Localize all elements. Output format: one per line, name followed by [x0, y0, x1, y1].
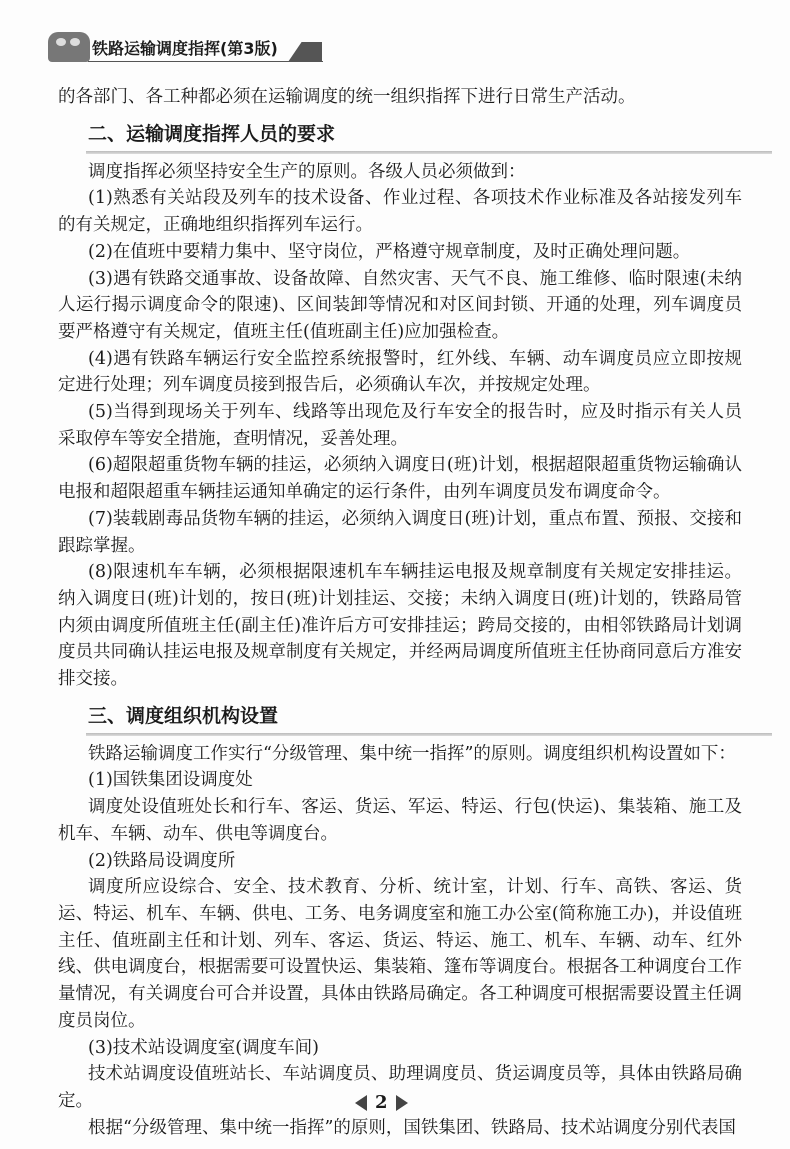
book-title: 铁路运输调度指挥(第3版)	[92, 39, 278, 58]
paragraph: (1)熟悉有关站段及列车的技术设备、作业过程、各项技术作业标准及各站接发列车的有关规定，正确地组织指挥列车运行。	[58, 188, 742, 236]
paragraph: (3)遇有铁路交通事故、设备故障、自然灾害、天气不良、施工维修、临时限速(未纳人运行揭示调度命令的限速)、区间装卸等情况和对区间封锁、开通的处理，列车调度员要严格遵守有关规定，值班主任(值班副主任)应加强检查。	[58, 268, 742, 342]
paragraph: 调度所应设综合、安全、技术教育、分析、统计室，计划、行车、高铁、客运、货运、特运、机车、车辆、供电、工务、电务调度室和施工办公室(简称施工办)，并设值班主任、值班副主任和计划、列车、客运、货运、特运、施工、机车、车辆、动车、红外线、供电调度台，根据需要可设置快运、集装箱、篷布等调度台。根据各工种调度台工作量情况，有关调度台可合并设置，具体由铁路局确定。各工种调度可根据需要设置主任调度员岗位。	[58, 877, 742, 1031]
paragraph: (8)限速机车车辆，必须根据限速机车车辆挂运电报及规章制度有关规定安排挂运。纳入调度日(班)计划的，按日(班)计划挂运、交接；未纳入调度日(班)计划的，铁路局管内须由调度所值班主任(副主任)准许后方可安排挂运；跨局交接的，由相邻铁路局计划调度员共同确认挂运电报及规章制度有关规定，并经两局调度所值班主任协商同意后方准安排交接。	[58, 562, 742, 690]
right-triangle-icon	[396, 1095, 408, 1111]
running-header	[48, 30, 323, 64]
paragraph: (6)超限超重货物车辆的挂运，必须纳入调度日(班)计划，根据超限超重货物运输确认电报和超限超重车辆挂运通知单确定的运行条件，由列车调度员发布调度命令。	[58, 455, 742, 503]
paragraph: (3)技术站设调度室(调度车间)	[88, 1037, 319, 1058]
page-number-text: 2	[375, 1092, 388, 1113]
paragraph: (7)装载剧毒品货物车辆的挂运，必须纳入调度日(班)计划，重点布置、预报、交接和跟踪掌握。	[58, 508, 742, 556]
paragraph: (2)铁路局设调度所	[88, 850, 236, 871]
paragraph: 调度指挥必须坚持安全生产的原则。各级人员必须做到：	[88, 161, 526, 182]
train-icon	[48, 32, 90, 62]
paragraph: 调度处设值班处长和行车、客运、货运、军运、特运、行包(快运)、集装箱、施工及机车、车辆、动车、供电等调度台。	[58, 797, 742, 844]
section-heading-2: 二、运输调度指挥人员的要求	[88, 119, 742, 149]
paragraph: 根据“分级管理、集中统一指挥”的原则，国铁集团、铁路局、技术站调度分别代表国	[88, 1117, 736, 1138]
left-triangle-icon	[355, 1095, 367, 1111]
page-number	[355, 1092, 408, 1113]
intro-text: 的各部门、各工种都必须在运输调度的统一组织指挥下进行日常生产活动。	[58, 87, 636, 107]
paragraph: (2)在值班中要精力集中、坚守岗位，严格遵守规章制度，及时正确处理问题。	[88, 241, 691, 262]
header-rule	[88, 61, 323, 62]
paragraph: 技术站调度设值班站长、车站调度员、助理调度员、货运调度员等，具体由铁路局确定。	[58, 1064, 742, 1111]
section-heading-3: 三、调度组织机构设置	[88, 701, 742, 731]
paragraph: 铁路运输调度工作实行“分级管理、集中统一指挥”的原则。调度组织机构设置如下：	[88, 743, 736, 764]
paragraph: (5)当得到现场关于列车、线路等出现危及行车安全的报告时，应及时指示有关人员采取停车等安全措施，查明情况，妥善处理。	[58, 402, 742, 449]
paragraph: (4)遇有铁路车辆运行安全监控系统报警时，红外线、车辆、动车调度员应立即按规定进行处理；列车调度员接到报告后，必须确认车次，并按规定处理。	[58, 348, 742, 396]
header-wedge	[288, 42, 322, 62]
page-body	[58, 84, 742, 1141]
paragraph: (1)国铁集团设调度处	[88, 770, 253, 791]
